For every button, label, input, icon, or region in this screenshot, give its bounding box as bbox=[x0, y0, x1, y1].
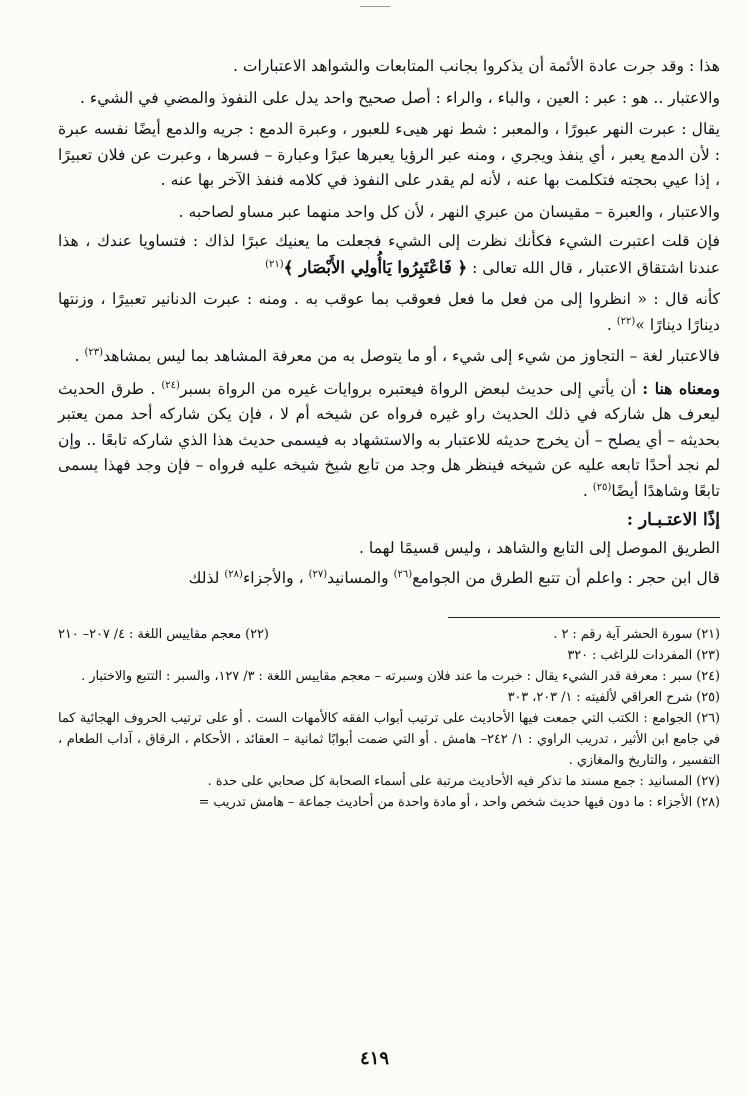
footnote-25: (٢٥) شرح العراقي لألفيته : ١/ ٢٠٣، ٣٠٣ bbox=[507, 690, 720, 705]
footnote-ref: (٢٧) bbox=[308, 568, 328, 580]
period: . bbox=[606, 315, 617, 334]
quran-verse: ﴿ فَاعْتَبِرُوا يَاأُولِي الأَبْصَار ﴾ bbox=[283, 257, 468, 277]
term-label: ومعناه هنا : bbox=[642, 378, 720, 398]
footnote-separator bbox=[448, 617, 720, 618]
footnote-22: (٢٢) معجم مقاييس اللغة : ٤/ ٢٠٧– ٢١٠ bbox=[58, 627, 269, 642]
paragraph-text: والمسانيد bbox=[327, 568, 389, 587]
footnote-ref: (٢٤) bbox=[161, 379, 180, 391]
footnote-row bbox=[58, 624, 720, 645]
paragraph-text: لذلك bbox=[188, 568, 220, 587]
paragraph bbox=[58, 229, 720, 281]
paragraph-text: فالاعتبار لغة – التجاوز من شيء إلى شيء ، أو ما يتوصل به من معرفة المشاهد بما ليس بمشاهد bbox=[103, 347, 720, 365]
document-page bbox=[58, 54, 720, 1054]
paragraph-text: ، والأجزاء bbox=[242, 568, 304, 587]
paragraph-text: أن يأتي إلى حديث لبعض الرواة فيعتبره بروايات غيره من الرواة بسبر bbox=[179, 379, 637, 398]
paragraph bbox=[58, 566, 720, 592]
paragraph-text: فإن قلت اعتبرت الشيء فكأنك نظرت إلى الشيء فجعلت ما يعنيك عبرًا لذاك : فتساويا عندك ، هذا عندنا اشتقاق الاعتبار ، قال الله تعالى : bbox=[58, 232, 720, 277]
footnote-24: (٢٤) سبر : معرفة قدر الشيء يقال : خبرت ما عند فلان وسبرته – معجم مقاييس اللغة : ٣/ ١٢٧، والسبر : التتبع والاختبار . bbox=[81, 669, 720, 684]
footnote-21: (٢١) سورة الحشر آية رقم : ٢ . bbox=[553, 627, 720, 642]
paragraph-text: طرق الحديث ليعرف هل شاركه في ذلك الحديث راو غيره فرواه عن شيخه أم لا ، فإن يكن شاركه أحد ممن يعتبر بحديثه – أي يصلح – أن يخرج حديثه للاعتبار به والاستشهاد به فيسمى حديث هذا الذي شاركه تابعًا .. وإن لم نجد أحدًا تابعه عليه عن شيخه فينظر هل وجد من تابع شيخ شيخه عليه فرواه – فإن وجد فهذا يسمى تابعًا وشاهدًا أيضًا bbox=[58, 379, 720, 500]
paragraph: الطريق الموصل إلى التابع والشاهد ، وليس قسيمًا لهما . bbox=[359, 539, 720, 557]
main-text bbox=[58, 54, 720, 591]
paragraph-text: قال ابن حجر : واعلم أن تتبع الطرق من الجوامع bbox=[412, 568, 720, 587]
paragraph bbox=[58, 376, 720, 505]
paragraph: هذا : وقد جرت عادة الأئمة أن يذكروا بجانب المتابعات والشواهد الاعتبارات . bbox=[232, 57, 720, 75]
period: . bbox=[150, 379, 162, 398]
footnote-ref: (٢٢) bbox=[616, 315, 636, 327]
paragraph bbox=[58, 344, 720, 370]
footnote-ref: (٢٥) bbox=[592, 481, 612, 493]
footnotes bbox=[58, 624, 720, 813]
footnote-ref: (٢٨) bbox=[224, 568, 243, 580]
period: . bbox=[582, 481, 593, 500]
page-number: ٤١٩ bbox=[359, 1048, 389, 1069]
footnote-23: (٢٣) المفردات للراغب : ٣٢٠ bbox=[567, 648, 720, 663]
paragraph: والاعتبار ، والعبرة – مقيسان من عبري النهر ، لأن كل واحد منهما عبر مساو لصاحبه . bbox=[178, 202, 720, 221]
section-heading: إذًا الاعتـبـار : bbox=[626, 510, 720, 530]
scan-mark bbox=[360, 6, 390, 7]
footnote-ref: (٢٣) bbox=[84, 346, 104, 358]
paragraph bbox=[58, 287, 720, 338]
footnote-26: (٢٦) الجوامع : الكتب التي جمعت فيها الأحاديث على ترتيب أبواب الفقه كالأمهات الست . أو على ترتيب الحروف الهجائية كما في جامع ابن الأثير ، تدريب الراوي : ١/ ٢٤٢– هامش . أو التي ضمت أبوابًا ثمانية – العقائد ، الأحكام ، الرقاق ، آداب الطعام ، التفسير ، والتاريخ والمغازي . bbox=[58, 711, 720, 768]
paragraph: يقال : عبرت النهر عبورًا ، والمعبر : شط نهر هيىء للعبور ، وعبرة الدمع : جريه والدمع أيضًا نفسه عبرة : لأن الدمع يعبر ، أي ينفذ ويجري ، ومنه عبر الرؤيا يعبرها عبرًا وعبارة – فسرها ، وعبرت عن فلان تعبيرًا ، إذا عيي بحجته فتكلمت بها عنه ، لأنه لم يقدر على النفوذ في كلامه فنفذ الآخر بها عنه . bbox=[58, 120, 720, 189]
footnote-ref: (٢١) bbox=[265, 258, 284, 270]
footnote-ref: (٢٦) bbox=[393, 568, 413, 580]
paragraph: والاعتبار .. هو : عبر : العين ، والباء ، والراء : أصل صحيح واحد يدل على النفوذ والمضي في الشيء . bbox=[80, 88, 720, 107]
footnote-27: (٢٧) المسانيد : جمع مسند ما تذكر فيه الأحاديث مرتبة على أسماء الصحابة كل صحابي على حدة . bbox=[207, 774, 720, 789]
period: . bbox=[74, 347, 85, 365]
paragraph-text: كأنه قال : « انظروا إلى من فعل ما فعل فعوقب بما عوقب به . ومنه : عبرت الدنانير تعبيرًا ، وزنتها دينارًا دينارًا » bbox=[58, 290, 720, 334]
footnote-28: (٢٨) الأجزاء : ما دون فيها حديث شخص واحد ، أو مادة واحدة من أحاديث جماعة – هامش تدريب = bbox=[198, 795, 720, 810]
